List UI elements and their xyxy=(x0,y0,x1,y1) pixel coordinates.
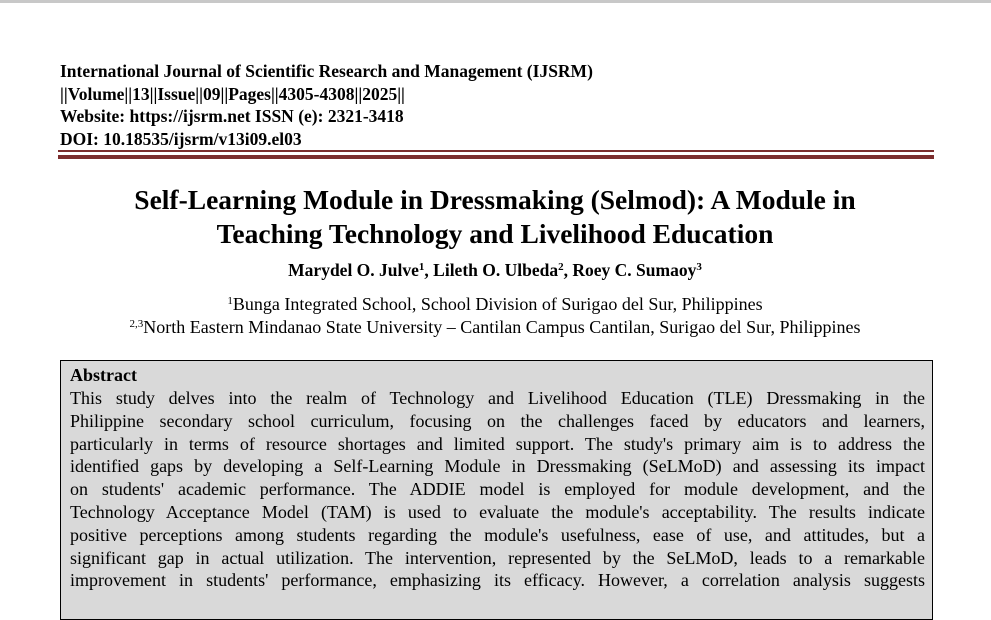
paper-title-line-2: Teaching Technology and Livelihood Education xyxy=(216,218,774,249)
author-affiliation-mark: 2 xyxy=(558,261,564,273)
affiliation-mark: 1 xyxy=(227,295,233,307)
abstract-body xyxy=(70,387,925,592)
journal-doi: DOI: 10.18535/ijsrm/v13i09.el03 xyxy=(60,128,302,149)
affiliation-text: Bunga Integrated School, School Division of Surigao del Sur, Philippines xyxy=(232,294,763,314)
abstract-line: This study delves into the realm of Technology and Livelihood Education (TLE) Dressmaking in the xyxy=(70,388,925,408)
abstract-heading: Abstract xyxy=(70,365,137,385)
abstract-line: Philippine secondary school curriculum, focusing on the challenges faced by educators and learners, xyxy=(70,410,925,431)
author-name: Lileth O. Ulbeda xyxy=(433,260,559,280)
paper-title-line-1: Self-Learning Module in Dressmaking (Selmod): A Module in xyxy=(134,184,856,215)
abstract-line: Technology Acceptance Model (TAM) is used to evaluate the module's acceptability. The results indicate xyxy=(70,501,925,522)
header-divider-thin xyxy=(58,150,934,152)
abstract-line: particularly in terms of resource shortages and limited support. The study's primary aim is to address the xyxy=(70,433,925,454)
affiliation-1 xyxy=(60,293,930,315)
abstract-line: significant gap in actual utilization. The intervention, represented by the SeLMoD, leads to a remarkable xyxy=(70,547,925,568)
abstract-line: improvement in students' performance, emphasizing its efficacy. However, a correlation analysis suggests xyxy=(70,570,925,591)
abstract-line: identified gaps by developing a Self-Learning Module in Dressmaking (SeLMoD) and assessing its impact xyxy=(70,456,925,477)
journal-header xyxy=(60,60,593,150)
affiliation-2 xyxy=(60,316,930,338)
paper-title xyxy=(60,183,930,251)
window-top-edge xyxy=(0,0,991,3)
header-divider-thick xyxy=(58,155,934,159)
author-affiliation-mark: 1 xyxy=(418,261,425,273)
author-list xyxy=(60,259,930,281)
author-name: Marydel O. Julve xyxy=(288,260,419,280)
author-affiliation-mark: 3 xyxy=(696,261,702,273)
journal-name: International Journal of Scientific Research and Management (IJSRM) xyxy=(60,61,593,81)
abstract-line: positive perceptions among students regarding the module's usefulness, ease of use, and attitudes, but a xyxy=(70,524,925,545)
abstract-box xyxy=(60,360,933,620)
journal-website-issn: Website: https://ijsrm.net ISSN (e): 2321-3418 xyxy=(60,106,404,126)
affiliation-text: North Eastern Mindanao State University – Cantilan Campus Cantilan, Surigao del Sur, Philippines xyxy=(143,317,861,337)
journal-volume-info: ||Volume||13||Issue||09||Pages||4305-4308||2025|| xyxy=(60,83,405,104)
abstract-line: on students' academic performance. The ADDIE model is employed for module development, and the xyxy=(70,479,925,500)
author-separator: , xyxy=(563,260,573,280)
affiliation-mark: 2,3 xyxy=(129,318,144,330)
author-separator: , xyxy=(424,260,434,280)
author-name: Roey C. Sumaoy xyxy=(572,260,697,280)
